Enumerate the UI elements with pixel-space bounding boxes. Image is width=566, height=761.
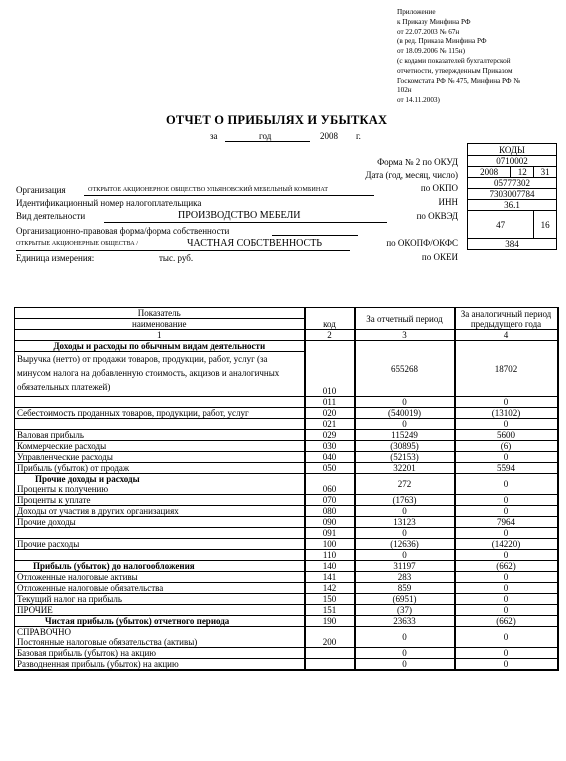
row-code: 141	[305, 572, 355, 583]
okpo-value: 05777302	[468, 178, 557, 189]
table-row	[15, 430, 558, 441]
row-previous: 0	[455, 583, 558, 594]
org-label: Организация	[16, 185, 66, 195]
report-title: ОТЧЕТ О ПРИБЫЛЯХ И УБЫТКАХ	[166, 113, 388, 127]
row-previous: 0	[455, 506, 558, 517]
table-row	[15, 506, 558, 517]
row-label: Доходы от участия в других организациях	[15, 506, 305, 517]
row-label: Базовая прибыль (убыток) на акцию	[15, 648, 305, 659]
org-name: ОТКРЫТОЕ АКЦИОНЕРНОЕ ОБЩЕСТВО УЛЬЯНОВСКИЙ МЕБЕЛЬНЫЙ КОМБИНАТ	[88, 186, 329, 193]
row-code: 142	[305, 583, 355, 594]
period-word: год	[259, 131, 272, 141]
row-label: Чистая прибыль (убыток) отчетного периода	[15, 616, 305, 627]
table-row	[15, 583, 558, 594]
table-row	[15, 605, 558, 616]
row-previous: 18702	[455, 341, 558, 397]
row-current: 13123	[355, 517, 455, 528]
hdr-current: За отчетный период	[355, 308, 455, 330]
row-code: 100	[305, 539, 355, 550]
row-current: 0	[355, 550, 455, 561]
table-row	[15, 397, 558, 408]
row-previous: (662)	[455, 561, 558, 572]
row-code: 010	[305, 341, 355, 397]
row-previous: 0	[455, 474, 558, 495]
date-year: 2008	[468, 167, 511, 178]
row-current: (1763)	[355, 495, 455, 506]
row-code: 150	[305, 594, 355, 605]
row-previous: 7964	[455, 517, 558, 528]
table-row	[15, 539, 558, 550]
row-label	[15, 528, 305, 539]
row-current: 272	[355, 474, 455, 495]
okei-label: по ОКЕИ	[421, 252, 458, 262]
row-previous: 0	[455, 594, 558, 605]
row-current: 655268	[355, 341, 455, 397]
period-g: г.	[356, 131, 361, 141]
row-label: Выручка (нетто) от продажи товаров, продукции, работ, услуг (за минусом налога на добавленную стоимость, акцизов и аналогичных обязательных платежей)	[15, 352, 305, 397]
date-day: 31	[534, 167, 557, 178]
table-row	[15, 452, 558, 463]
row-label	[15, 397, 305, 408]
row-previous: (14220)	[455, 539, 558, 550]
codes-header: КОДЫ	[468, 144, 557, 156]
row-label: Коммерческие расходы	[15, 441, 305, 452]
report-rows	[15, 341, 558, 671]
row-sub-label: Проценты к получению	[17, 484, 109, 494]
row-previous: 0	[455, 572, 558, 583]
row-code: 151	[305, 605, 355, 616]
date-label: Дата (год, месяц, число)	[365, 170, 458, 180]
hdr-indicator: Показатель	[15, 308, 305, 319]
row-current: (12636)	[355, 539, 455, 550]
row-current: 0	[355, 528, 455, 539]
inn-full-label: Идентификационный номер налогоплательщика	[16, 198, 202, 208]
table-row	[15, 561, 558, 572]
row-code: 200	[305, 627, 355, 648]
row-current: (52153)	[355, 452, 455, 463]
row-previous: 0	[455, 452, 558, 463]
table-row	[15, 616, 558, 627]
row-current: (30895)	[355, 441, 455, 452]
row-label	[15, 474, 305, 495]
unit-label: Единица измерения:	[16, 253, 95, 263]
activity-value: ПРОИЗВОДСТВО МЕБЕЛИ	[178, 210, 301, 221]
hdr-n4: 4	[455, 330, 558, 341]
legal-form-label: Организационно-правовая форма/форма собственности	[16, 226, 230, 236]
row-label: Проценты к уплате	[15, 495, 305, 506]
table-row	[15, 528, 558, 539]
row-label	[15, 627, 305, 648]
row-code: 080	[305, 506, 355, 517]
row-previous: (6)	[455, 441, 558, 452]
period-year: 2008	[320, 131, 338, 141]
table-row	[15, 517, 558, 528]
row-current: 0	[355, 627, 455, 648]
okopf-label: по ОКОПФ/ОКФС	[386, 238, 458, 248]
table-row	[15, 572, 558, 583]
table-row	[15, 495, 558, 506]
row-current: 31197	[355, 561, 455, 572]
table-row	[15, 648, 558, 659]
appendix-note: Приложение к Приказу Минфина РФ от 22.07.2003 № 67н (в ред. Приказа Минфина РФ от 18.09.2006 № 115н) (с кодами показателей бухгалтерской отчетности, утвержденным Приказом Госкомстата РФ № 475, Минфина РФ № 102н от 14.11.2003)	[397, 8, 521, 105]
table-row	[15, 474, 558, 495]
row-code: 020	[305, 408, 355, 419]
ownership-value: ЧАСТНАЯ СОБСТВЕННОСТЬ	[187, 238, 323, 249]
row-label: Отложенные налоговые активы	[15, 572, 305, 583]
row-previous: 0	[455, 419, 558, 430]
table-row	[15, 550, 558, 561]
okud-value: 0710002	[468, 156, 557, 167]
okfs-value: 16	[534, 211, 557, 239]
row-label: Текущий налог на прибыль	[15, 594, 305, 605]
row-previous: 5594	[455, 463, 558, 474]
row-previous: 0	[455, 550, 558, 561]
row-label: Разводненная прибыль (убыток) на акцию	[15, 659, 305, 671]
table-row	[15, 419, 558, 430]
row-current: 32201	[355, 463, 455, 474]
hdr-code: код	[305, 308, 355, 330]
legal-form-value: ОТКРЫТЫЕ АКЦИОНЕРНЫЕ ОБЩЕСТВА /	[16, 240, 139, 247]
row-code: 029	[305, 430, 355, 441]
row-code: 050	[305, 463, 355, 474]
inn-label: ИНН	[438, 197, 458, 207]
hdr-name: наименование	[15, 319, 305, 330]
table-row	[15, 627, 558, 648]
okopf-value: 47	[468, 211, 534, 239]
row-code: 190	[305, 616, 355, 627]
okved-value: 36.1	[468, 200, 557, 211]
activity-underline	[104, 222, 387, 223]
hdr-previous: За аналогичный период предыдущего года	[455, 308, 558, 330]
row-current: 115249	[355, 430, 455, 441]
row-label: Отложенные налоговые обязательства	[15, 583, 305, 594]
row-code: 110	[305, 550, 355, 561]
row-label: Прочие расходы	[15, 539, 305, 550]
row-code	[305, 659, 355, 671]
row-code: 040	[305, 452, 355, 463]
table-row	[15, 341, 558, 352]
row-current: 0	[355, 659, 455, 671]
row-current: 0	[355, 397, 455, 408]
row-previous: (662)	[455, 616, 558, 627]
okved-label: по ОКВЭД	[416, 211, 458, 221]
unit-value: тыс. руб.	[159, 253, 194, 263]
date-month: 12	[511, 167, 534, 178]
table-row	[15, 659, 558, 671]
row-code: 060	[305, 474, 355, 495]
row-current: (6951)	[355, 594, 455, 605]
row-current: (37)	[355, 605, 455, 616]
row-current: 0	[355, 648, 455, 659]
row-code: 011	[305, 397, 355, 408]
inn-value: 7303007784	[468, 189, 557, 200]
row-current: 0	[355, 506, 455, 517]
row-previous: 5600	[455, 430, 558, 441]
hdr-n1: 1	[15, 330, 305, 341]
codes-table	[467, 143, 557, 250]
row-current: 283	[355, 572, 455, 583]
row-label: Прочие доходы	[15, 517, 305, 528]
okud-label: Форма № 2 по ОКУД	[377, 157, 458, 167]
org-underline	[84, 195, 374, 196]
row-current: 859	[355, 583, 455, 594]
report-table	[14, 307, 559, 671]
table-row	[15, 463, 558, 474]
table-row	[15, 594, 558, 605]
row-label: Себестоимость проданных товаров, продукции, работ, услуг	[15, 408, 305, 419]
row-current: 0	[355, 419, 455, 430]
period-underline	[225, 141, 310, 142]
row-code: 030	[305, 441, 355, 452]
row-label: Прибыль (убыток) до налогообложения	[15, 561, 305, 572]
row-label	[15, 419, 305, 430]
row-label: Управленческие расходы	[15, 452, 305, 463]
row-sub-label: Постоянные налоговые обязательства (активы)	[17, 637, 198, 647]
row-previous: 0	[455, 397, 558, 408]
table-row	[15, 441, 558, 452]
row-group-title: Прочие доходы и расходы	[35, 474, 140, 484]
row-code: 140	[305, 561, 355, 572]
row-previous: (13102)	[455, 408, 558, 419]
row-previous: 0	[455, 495, 558, 506]
row-code: 091	[305, 528, 355, 539]
row-current: (540019)	[355, 408, 455, 419]
legal-form-underline-b	[16, 250, 350, 251]
hdr-n3: 3	[355, 330, 455, 341]
row-label: Валовая прибыль	[15, 430, 305, 441]
row-group-title: СПРАВОЧНО	[17, 627, 71, 637]
period-za: за	[210, 131, 218, 141]
row-label: Прибыль (убыток) от продаж	[15, 463, 305, 474]
row-previous: 0	[455, 648, 558, 659]
row-code: 070	[305, 495, 355, 506]
row-label: ПРОЧИЕ	[15, 605, 305, 616]
hdr-n2: 2	[305, 330, 355, 341]
row-previous: 0	[455, 627, 558, 648]
legal-form-underline-a	[272, 235, 358, 236]
row-previous: 0	[455, 605, 558, 616]
okei-value: 384	[468, 239, 557, 250]
row-code: 021	[305, 419, 355, 430]
row-label: Доходы и расходы по обычным видам деятельности	[15, 341, 305, 352]
row-previous: 0	[455, 528, 558, 539]
row-current: 23633	[355, 616, 455, 627]
table-row	[15, 408, 558, 419]
row-code: 090	[305, 517, 355, 528]
row-label	[15, 550, 305, 561]
row-previous: 0	[455, 659, 558, 671]
row-code	[305, 648, 355, 659]
okpo-label: по ОКПО	[420, 183, 458, 193]
activity-label: Вид деятельности	[16, 211, 86, 221]
